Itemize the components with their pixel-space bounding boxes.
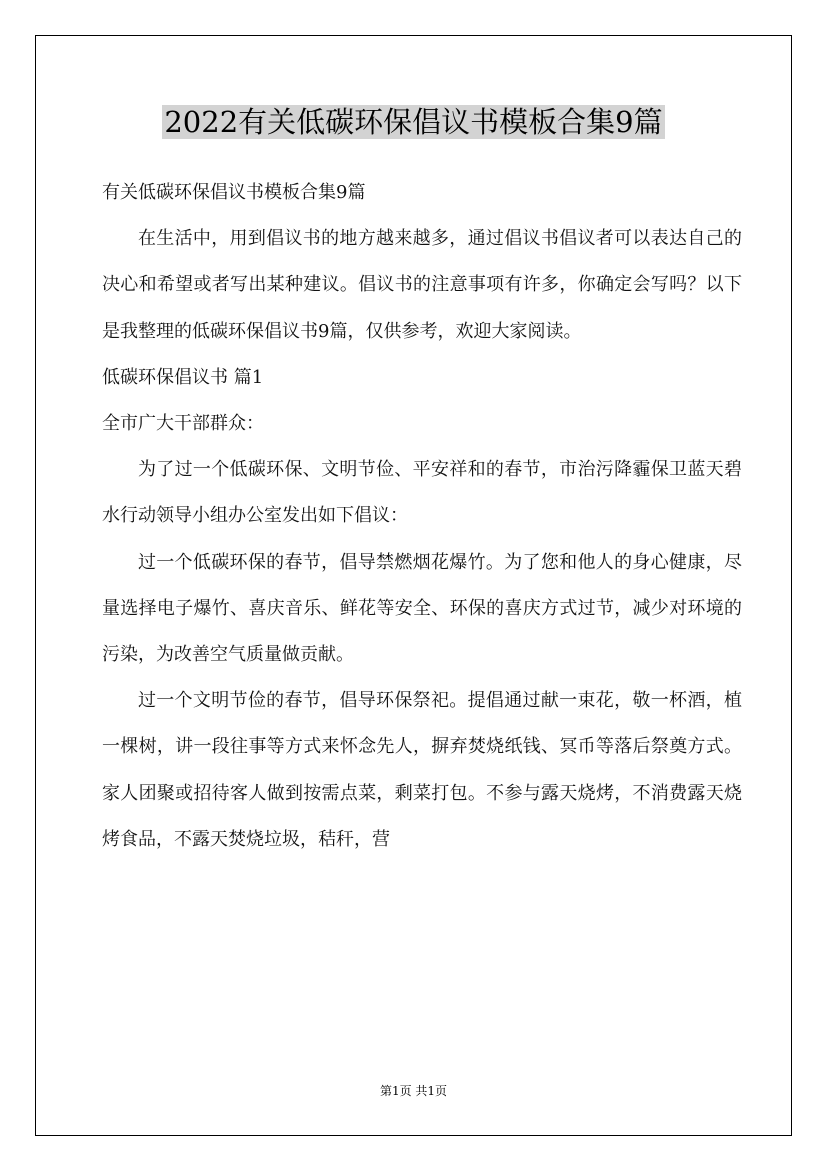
page-footer: 第1页 共1页	[379, 1084, 448, 1098]
paragraph-point-1: 过一个低碳环保的春节，倡导禁燃烟花爆竹。为了您和他人的身心健康，尽量选择电子爆竹、喜庆音乐、鲜花等安全、环保的喜庆方式过节，减少对环境的污染，为改善空气质量做贡献。	[102, 551, 742, 666]
paragraph-point-2: 过一个文明节俭的春节，倡导环保祭祀。提倡通过献一束花，敬一杯酒，植一棵树，讲一段往事等方式来怀念先人，摒弃焚烧纸钱、冥币等落后祭奠方式。家人团聚或招待客人做到按需点菜，剩菜打包。不参与露天烧烤，不消费露天烧烤食品，不露天焚烧垃圾，秸秆，营	[102, 690, 742, 850]
document-title-text: 2022有关低碳环保倡议书模板合集9篇	[164, 105, 663, 139]
paragraph-section-heading: 低碳环保倡议书 篇1	[102, 366, 264, 388]
paragraph-subtitle: 有关低碳环保倡议书模板合集9篇	[102, 182, 366, 203]
document-body	[102, 170, 742, 863]
paragraph-intro: 在生活中，用到倡议书的地方越来越多，通过倡议书倡议者可以表达自己的决心和希望或者写出某种建议。倡议书的注意事项有许多，你确定会写吗？以下是我整理的低碳环保倡议书9篇，仅供参考，欢迎大家阅读。	[102, 228, 742, 342]
paragraph-salutation: 全市广大干部群众：	[102, 413, 264, 435]
document-title	[0, 100, 827, 144]
paragraph-purpose: 为了过一个低碳环保、文明节俭、平安祥和的春节，市治污降霾保卫蓝天碧水行动领导小组办公室发出如下倡议：	[102, 459, 742, 527]
